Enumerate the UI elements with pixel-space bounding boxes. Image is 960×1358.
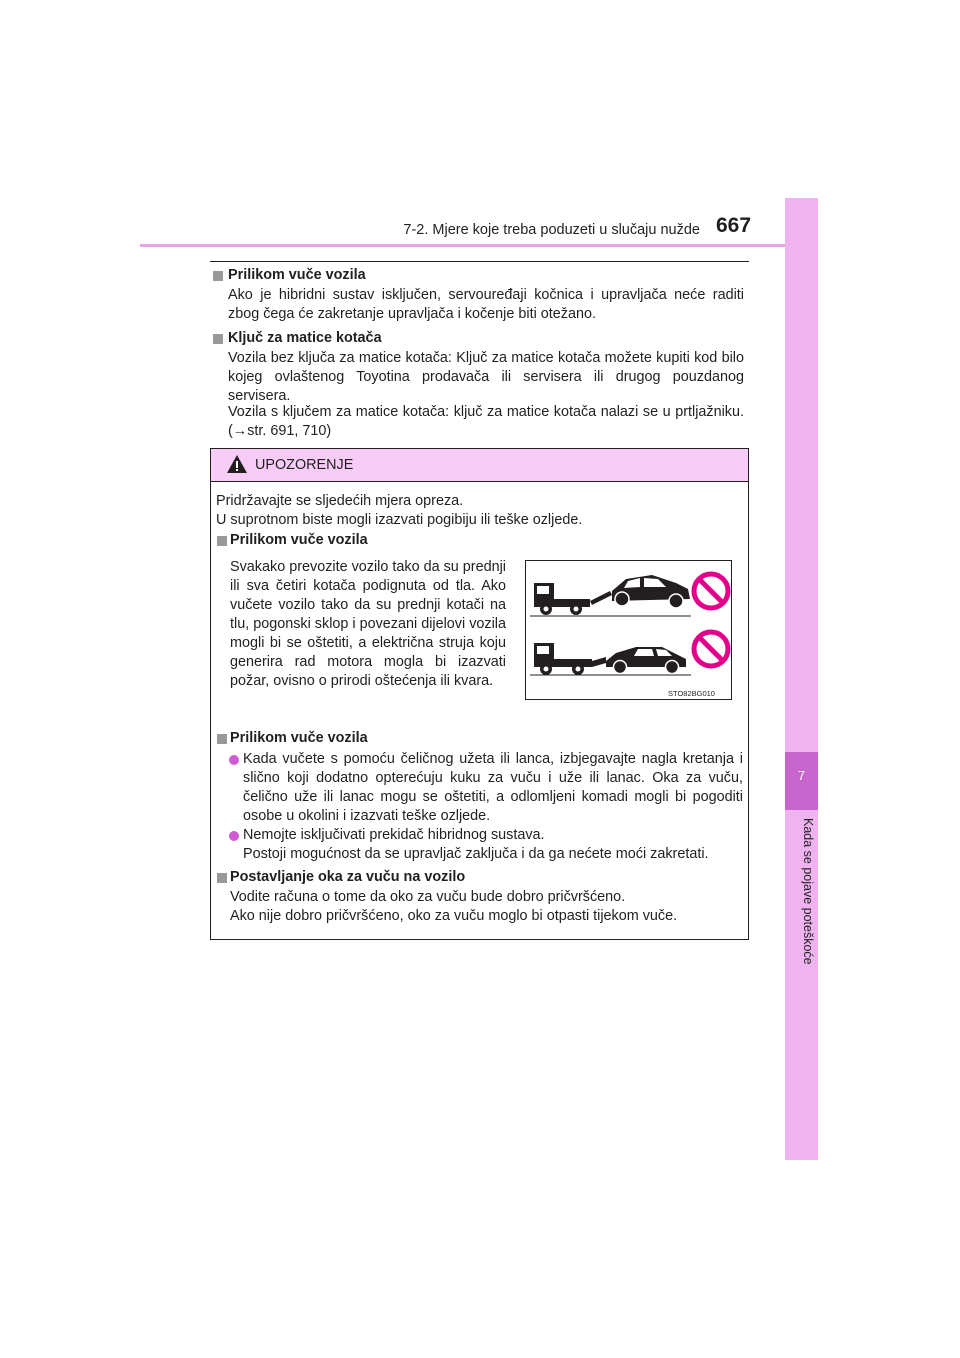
wrench-heading: Ključ za matice kotača xyxy=(228,330,382,346)
page-number: 667 xyxy=(716,214,752,237)
wrench-text-1: Vozila bez ključa za matice kotača: Ključ za matice kotača možete kupiti kod bilo kojeg ovlaštenog Toyotina prodavača ili servisera ili drugog pouzdanog servisera. xyxy=(228,350,744,404)
warning-block3-line-2: Ako nije dobro pričvršćeno, oko za vuču moglo bi otpasti tijekom vuče. xyxy=(230,908,678,924)
warning-title: UPOZORENJE xyxy=(255,457,354,473)
warning-block2-bullet-1: Kada vučete s pomoću čeličnog užeta ili lanca, izbjegavajte nagla kretanja i slično koji dodatno opterećuju kuku za vuču i uže ili lanac. Oka za vuču, čelično uže ili lanac mogu se oštetiti, a odlomljeni komadi mogli bi pogoditi osobe u okolini i izazvati teške ozljede. xyxy=(243,751,743,824)
warning-intro-2: U suprotnom biste mogli izazvati pogibiju ili teške ozljede. xyxy=(216,512,583,528)
wrench-text-2-prefix: Vozila s ključem za matice kotača: ključ za matice kotača nalazi se u prtljažniku. ( xyxy=(228,404,744,439)
square-bullet-icon xyxy=(217,873,227,883)
header-divider xyxy=(140,244,818,247)
warning-block1-heading: Prilikom vuče vozila xyxy=(230,532,368,548)
warning-block2-bullet-2-line-1: Nemojte isključivati prekidač hibridnog sustava. xyxy=(243,827,545,843)
tow-truck-icon xyxy=(534,583,612,615)
page-reference-link[interactable]: str. 691, 710) xyxy=(247,423,332,439)
circle-bullet-icon xyxy=(229,831,239,841)
warning-block2-heading: Prilikom vuče vozila xyxy=(230,730,368,746)
chapter-side-tab[interactable] xyxy=(785,198,818,1160)
warning-block3-line-1: Vodite računa o tome da oko za vuču bude dobro pričvršćeno. xyxy=(230,889,626,905)
towing-heading: Prilikom vuče vozila xyxy=(228,267,366,283)
figure-code: STO82BG010 xyxy=(668,689,715,698)
towed-car-icon xyxy=(606,647,686,674)
warning-triangle-icon xyxy=(226,454,248,474)
warning-block2-bullet-2-line-2: Postoji mogućnost da se upravljač zaključa i da ga nećete moći zakretati. xyxy=(243,846,709,862)
towing-illustration xyxy=(525,560,732,700)
warning-block3-heading: Postavljanje oka za vuču na vozilo xyxy=(230,869,466,885)
tow-truck-icon xyxy=(534,643,606,675)
chapter-number: 7 xyxy=(797,768,806,783)
towing-text: Ako je hibridni sustav isključen, servouređaji kočnica i upravljača neće raditi zbog čega će zakretanje upravljača i kočenje biti otežano. xyxy=(228,287,744,322)
prohibition-icon xyxy=(694,632,728,666)
prohibition-icon xyxy=(694,574,728,608)
towed-car-icon xyxy=(612,575,690,608)
arrow-icon: → xyxy=(232,423,248,439)
warning-intro-1: Pridržavajte se sljedećih mjera opreza. xyxy=(216,493,464,509)
content-top-rule xyxy=(210,261,749,262)
square-bullet-icon xyxy=(213,334,223,344)
square-bullet-icon xyxy=(213,271,223,281)
section-title: 7-2. Mjere koje treba poduzeti u slučaju nužde xyxy=(403,222,700,238)
square-bullet-icon xyxy=(217,536,227,546)
circle-bullet-icon xyxy=(229,755,239,765)
wrench-text-2 xyxy=(228,403,744,441)
chapter-title: Kada se pojave poteškoće xyxy=(801,818,815,965)
warning-block1-text: Svakako prevozite vozilo tako da su prednji ili sva četiri kotača podignuta od tla. Ako vučete vozilo tako da su prednji kotači na tlu, pogonski sklop i povezani dijelovi vozila mogli bi se oštetiti, a električna struja koju generira rad motora mogla bi izazvati požar, ovisno o prirodi oštećenja ili kvara. xyxy=(230,559,506,689)
square-bullet-icon xyxy=(217,734,227,744)
